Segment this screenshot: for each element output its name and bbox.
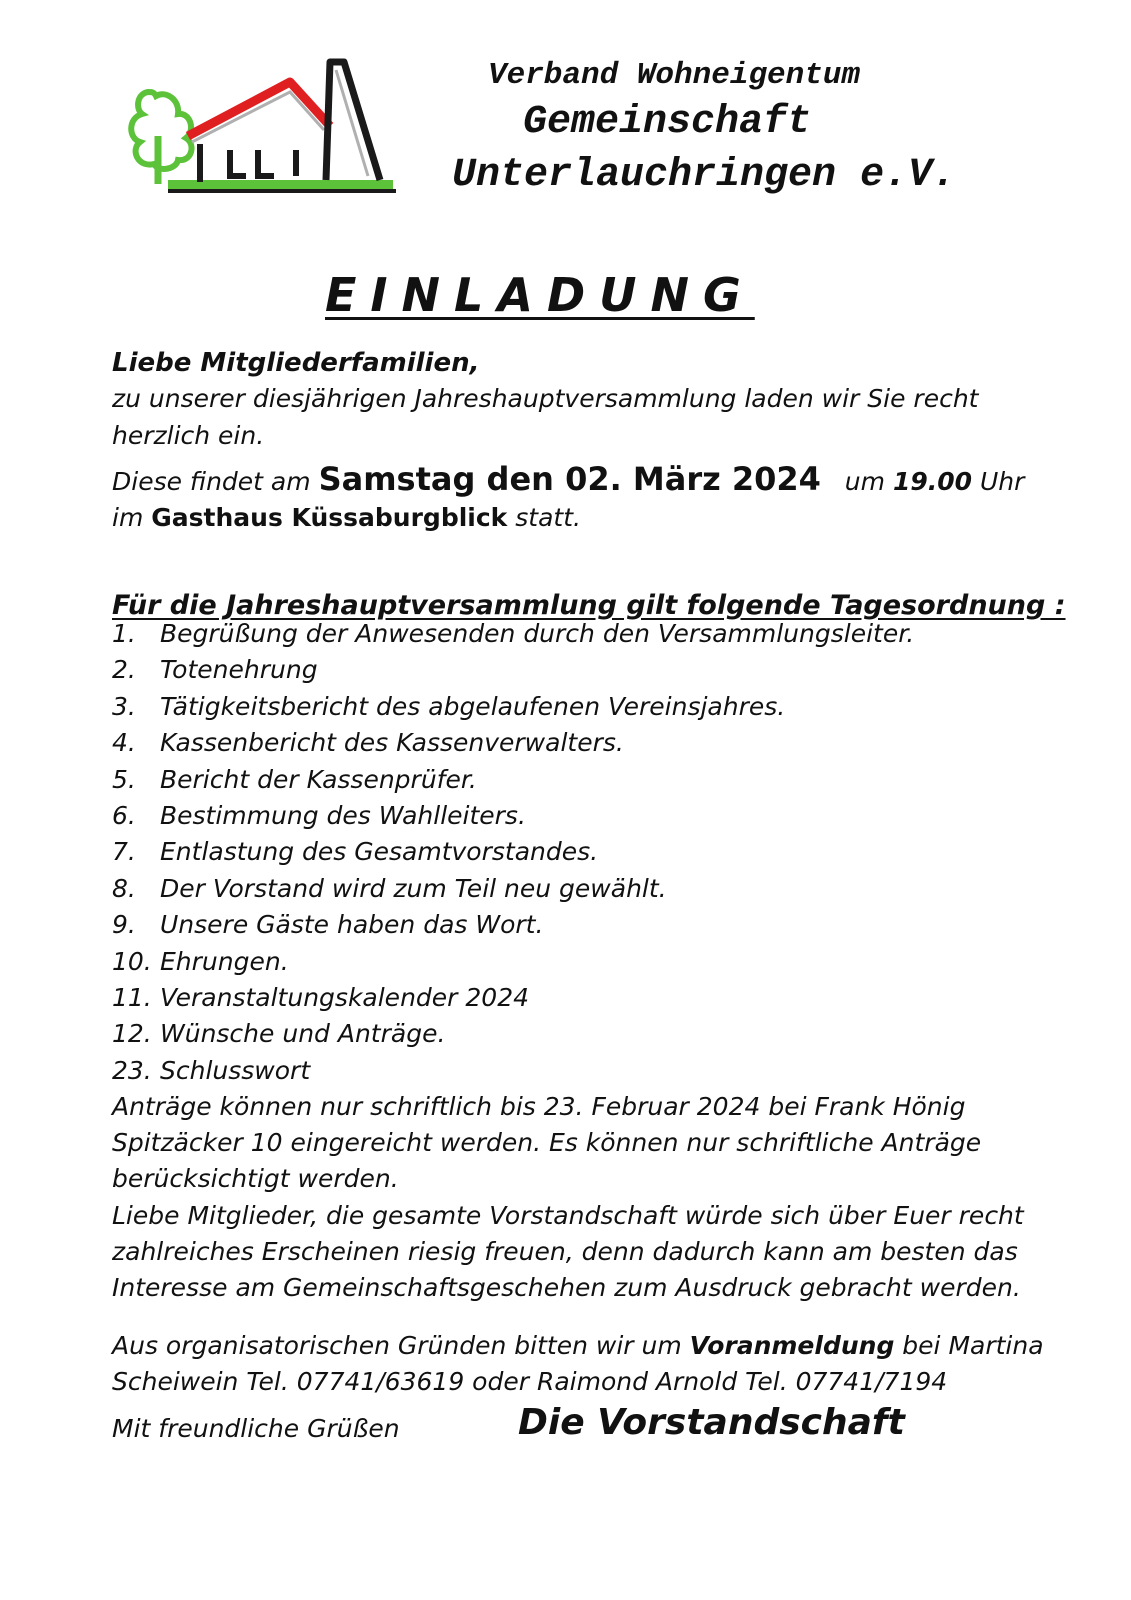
appeal-line-1: Liebe Mitglieder, die gesamte Vorstandschaft würde sich über Euer recht [112, 1201, 1024, 1230]
event-place-prefix: im [112, 503, 144, 532]
event-date: Samstag den 02. März 2024 [318, 460, 821, 498]
greeting: Liebe Mitgliederfamilien, [112, 348, 480, 378]
list-item: 7. Entlastung des Gesamtvorstandes. [112, 837, 599, 867]
registration-suffix: bei Martina [902, 1331, 1044, 1360]
event-place-line [112, 503, 581, 532]
list-item: 11. Veranstaltungskalender 2024 [112, 982, 530, 1012]
event-place: Gasthaus Küssaburgblick [151, 503, 508, 532]
list-item: 12. Wünsche und Anträge. [112, 1019, 446, 1049]
registration-line-1 [112, 1331, 1044, 1360]
closing-text: Mit freundliche Grüßen [112, 1414, 400, 1443]
org-line-3: Unterlauchringen e.V. [452, 153, 957, 198]
list-item: 5. Bericht der Kassenprüfer. [112, 764, 477, 794]
agenda-list [112, 616, 914, 1089]
signature: Die Vorstandschaft [518, 1402, 905, 1443]
event-date-line [112, 460, 1024, 498]
list-item: 6. Bestimmung des Wahlleiters. [112, 800, 526, 830]
page-title: EINLADUNG [325, 268, 755, 322]
list-item: 3. Tätigkeitsbericht des abgelaufenen Vereinsjahres. [112, 691, 786, 721]
event-time-prefix: um [844, 467, 885, 496]
org-line-2: Gemeinschaft [523, 100, 812, 145]
org-line-1: Verband Wohneigentum [488, 58, 861, 93]
event-time: 19.00 [892, 467, 973, 496]
antraege-line-3: berücksichtigt werden. [112, 1164, 399, 1193]
list-item: 4. Kassenbericht des Kassenverwalters. [112, 728, 624, 758]
event-place-suffix: statt. [515, 503, 581, 532]
list-item: 2. Totenehrung [112, 655, 318, 685]
appeal-line-3: Interesse am Gemeinschaftsgeschehen zum Ausdruck gebracht werden. [112, 1273, 1021, 1302]
list-item: 23. Schlusswort [112, 1055, 311, 1085]
registration-prefix: Aus organisatorischen Gründen bitten wir um [112, 1331, 682, 1360]
list-item: 1. Begrüßung der Anwesenden durch den Versammlungsleiter. [112, 619, 915, 648]
event-time-suffix: Uhr [979, 467, 1025, 496]
list-item: 8. Der Vorstand wird zum Teil neu gewählt. [112, 873, 667, 903]
intro-line-1: zu unserer diesjährigen Jahreshauptversammlung laden wir Sie recht [112, 384, 979, 413]
registration-line-2: Scheiwein Tel. 07741/63619 oder Raimond Arnold Tel. 07741/7194 [112, 1367, 948, 1396]
antraege-line-2: Spitzäcker 10 eingereicht werden. Es können nur schriftliche Anträge [112, 1128, 982, 1157]
agenda-heading: Für die Jahreshauptversammlung gilt folgende Tagesordnung : [112, 590, 1066, 621]
list-item: 10. Ehrungen. [112, 946, 289, 976]
intro-line-2: herzlich ein. [112, 421, 265, 450]
antraege-line-1: Anträge können nur schriftlich bis 23. Februar 2024 bei Frank Hönig [112, 1092, 966, 1121]
list-item: 9. Unsere Gäste haben das Wort. [112, 910, 544, 940]
event-prefix: Diese findet am [112, 467, 311, 496]
registration-bold: Voranmeldung [689, 1331, 895, 1360]
house-logo-icon [118, 52, 408, 212]
appeal-line-2: zahlreiches Erscheinen riesig freuen, denn dadurch kann am besten das [112, 1237, 1018, 1266]
